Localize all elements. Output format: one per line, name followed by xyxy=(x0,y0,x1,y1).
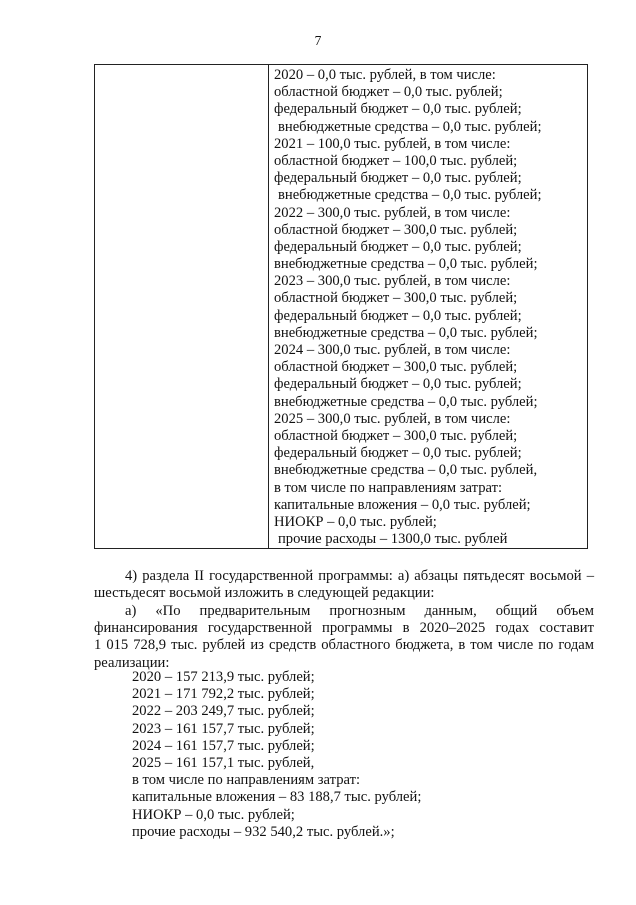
table-line: федеральный бюджет – 0,0 тыс. рублей; xyxy=(274,101,522,118)
table-line: НИОКР – 0,0 тыс. рублей; xyxy=(274,513,437,530)
paragraph-a-line: 1 015 728,9 тыс. рублей из средств областного бюджета, в том числе по годам xyxy=(94,637,594,654)
table-line: 2023 – 300,0 тыс. рублей, в том числе: xyxy=(274,273,511,290)
table-line: областной бюджет – 300,0 тыс. рублей; xyxy=(274,290,518,307)
list-item: 2023 – 161 157,7 тыс. рублей; xyxy=(132,720,315,737)
list-item: 2020 – 157 213,9 тыс. рублей; xyxy=(132,669,315,685)
table-column-divider xyxy=(268,65,269,548)
list-item: капитальные вложения – 83 188,7 тыс. рублей; xyxy=(132,789,422,806)
section-4-line: 4) раздела II государственной программы: а) абзацы пятьдесят восьмой – xyxy=(125,568,594,584)
table-line: областной бюджет – 300,0 тыс. рублей; xyxy=(274,221,518,238)
table-line: федеральный бюджет – 0,0 тыс. рублей; xyxy=(274,445,522,462)
list-item: НИОКР – 0,0 тыс. рублей; xyxy=(132,806,295,823)
table-line: 2025 – 300,0 тыс. рублей, в том числе: xyxy=(274,410,511,427)
table-line: 2021 – 100,0 тыс. рублей, в том числе: xyxy=(274,135,511,152)
table-line: капитальные вложения – 0,0 тыс. рублей; xyxy=(274,496,531,513)
table-right-cell xyxy=(274,67,583,548)
table-line: внебюджетные средства – 0,0 тыс. рублей; xyxy=(278,187,542,204)
list-item: 2022 – 203 249,7 тыс. рублей; xyxy=(132,703,315,720)
paragraph-a-line: реализации: xyxy=(94,654,170,671)
list-item: 2021 – 171 792,2 тыс. рублей; xyxy=(132,686,315,703)
table-line: внебюджетные средства – 0,0 тыс. рублей; xyxy=(278,118,542,135)
table-line: внебюджетные средства – 0,0 тыс. рублей, xyxy=(274,462,538,479)
table-line: 2020 – 0,0 тыс. рублей, в том числе: xyxy=(274,67,496,83)
table-line: федеральный бюджет – 0,0 тыс. рублей; xyxy=(274,238,522,255)
section-4-paragraph xyxy=(94,568,594,602)
table-line: внебюджетные средства – 0,0 тыс. рублей; xyxy=(274,324,538,341)
table-line: областной бюджет – 0,0 тыс. рублей; xyxy=(274,84,503,101)
table-line: федеральный бюджет – 0,0 тыс. рублей; xyxy=(274,170,522,187)
financing-table xyxy=(94,64,588,549)
list-item: 2024 – 161 157,7 тыс. рублей; xyxy=(132,737,315,754)
table-line: внебюджетные средства – 0,0 тыс. рублей; xyxy=(274,256,538,273)
table-line: областной бюджет – 300,0 тыс. рублей; xyxy=(274,427,518,444)
section-4-line: шестьдесят восьмой изложить в следующей редакции: xyxy=(94,585,435,602)
yearly-funding-list xyxy=(132,669,421,841)
table-line: областной бюджет – 300,0 тыс. рублей; xyxy=(274,359,518,376)
table-line: федеральный бюджет – 0,0 тыс. рублей; xyxy=(274,307,522,324)
list-item: в том числе по направлениям затрат: xyxy=(132,772,361,789)
paragraph-a-line: а) «По предварительным прогнозным данным, общий объем xyxy=(125,603,594,619)
table-line: областной бюджет – 100,0 тыс. рублей; xyxy=(274,152,518,169)
table-line: прочие расходы – 1300,0 тыс. рублей xyxy=(278,531,508,548)
table-line: в том числе по направлениям затрат: xyxy=(274,479,503,496)
paragraph-a-line: финансирования государственной программы в 2020–2025 годах составит xyxy=(94,620,594,637)
table-line: 2022 – 300,0 тыс. рублей, в том числе: xyxy=(274,204,511,221)
table-line: внебюджетные средства – 0,0 тыс. рублей; xyxy=(274,393,538,410)
list-item: прочие расходы – 932 540,2 тыс. рублей.»; xyxy=(132,823,395,840)
list-item: 2025 – 161 157,1 тыс. рублей, xyxy=(132,754,315,771)
table-line: 2024 – 300,0 тыс. рублей, в том числе: xyxy=(274,342,511,358)
table-line: федеральный бюджет – 0,0 тыс. рублей; xyxy=(274,376,522,393)
page-number: 7 xyxy=(314,33,322,48)
paragraph-a xyxy=(94,603,594,672)
